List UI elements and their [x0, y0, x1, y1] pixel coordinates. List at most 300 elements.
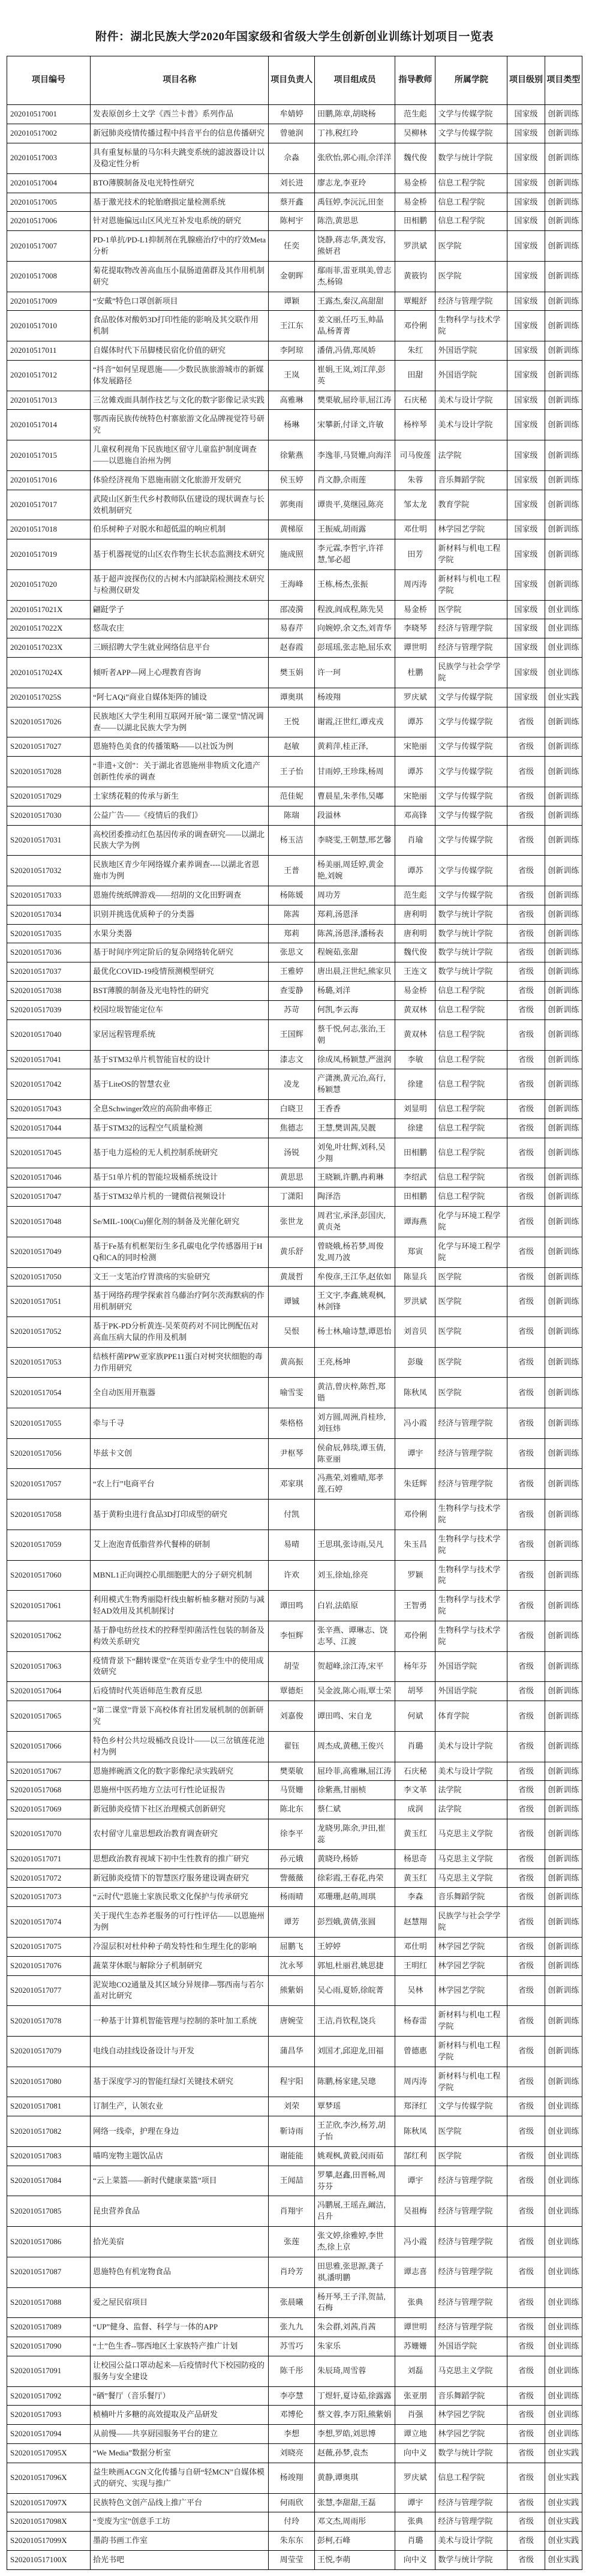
project-title: 喵呜宠物主题饮品店	[91, 2146, 269, 2166]
project-title: 民族地区大学生利用互联网开展“第二课堂”情况调查——以湖北民族大学为例	[91, 707, 269, 737]
project-members: 周杰成,黄穗,王俊兴	[315, 1731, 395, 1762]
project-college: 生物科学与技术学院	[435, 1560, 507, 1591]
project-advisor: 邓伶俐	[395, 311, 435, 341]
project-title: 墨韵书画工作室	[91, 2532, 269, 2551]
table-row	[7, 1651, 582, 1682]
project-level: 省级	[507, 1100, 545, 1119]
project-title: 文王一支笔治疗胃溃疡的实验研究	[91, 1267, 269, 1286]
project-title: 冷湿层积对杜仲种子萌发特性和生理生化的影响	[91, 1937, 269, 1956]
project-leader: 徐李平	[269, 1819, 315, 1850]
project-type: 创业训练	[545, 2386, 582, 2406]
project-members: 徐成凤,杨颖慧,严滋润	[315, 1050, 395, 1069]
project-leader: 樊栗敏	[269, 1762, 315, 1781]
project-code: S202010517050	[7, 1267, 91, 1286]
project-level: 省级	[507, 825, 545, 856]
project-code: S202010517066	[7, 1731, 91, 1762]
project-code: S202010517084	[7, 2166, 91, 2196]
project-advisor: 邓仕明	[395, 1937, 435, 1956]
project-code: 202010517012	[7, 360, 91, 391]
project-advisor: 罗洪斌	[395, 1286, 435, 1317]
project-code: S202010517034	[7, 905, 91, 924]
project-code: S202010517036	[7, 943, 91, 962]
project-members: 邓珊珊,赵萌,周琪	[315, 1888, 395, 1907]
project-advisor: 肖璐	[395, 2532, 435, 2551]
project-leader: 程宇阳	[269, 2067, 315, 2097]
project-members: 刘国才,邱迎龙,田福	[315, 2037, 395, 2067]
project-advisor: 杜鹏	[395, 658, 435, 688]
table-row	[7, 2512, 582, 2532]
project-advisor: 杨思奇	[395, 1849, 435, 1869]
project-advisor: 何斌	[395, 1701, 435, 1732]
project-advisor: 黄双林	[395, 1001, 435, 1020]
table-row	[7, 658, 582, 688]
project-advisor: 田相鹏	[395, 1138, 435, 1168]
table-row	[7, 212, 582, 231]
project-type: 创新训练	[545, 440, 582, 471]
project-type: 创新训练	[545, 1907, 582, 1938]
project-type: 创新训练	[545, 2037, 582, 2067]
table-row	[7, 1138, 582, 1168]
table-row	[7, 1237, 582, 1267]
project-members: 周君宝,承泽,彭国庆,黄贞尧	[315, 1207, 395, 1237]
project-level: 国家级	[507, 490, 545, 520]
project-title: 一种基于计算机智能管理与控制的茶叶加工系统	[91, 2006, 269, 2037]
project-type: 创新训练	[545, 569, 582, 600]
project-college: 信息工程学院	[435, 1187, 507, 1207]
project-title: 利用模式生物秀丽隐杆线虫解析柚多糖对预防与减轻AD效用及其机制探讨	[91, 1591, 269, 1621]
project-level: 国家级	[507, 143, 545, 173]
project-leader: 王海峰	[269, 569, 315, 600]
project-level: 省级	[507, 2287, 545, 2318]
project-title: “We Media”数据分析室	[91, 2444, 269, 2463]
project-code: 202010517011	[7, 341, 91, 361]
project-advisor: 罗颖	[395, 1560, 435, 1591]
project-leader: 邵凌漪	[269, 600, 315, 619]
project-code: S202010517099X	[7, 2532, 91, 2551]
project-code: S202010517038	[7, 982, 91, 1001]
project-leader: 黄思思	[269, 1168, 315, 1187]
project-college: 医学院	[435, 1347, 507, 1378]
project-level: 省级	[507, 737, 545, 757]
column-header-project-advisor: 指导教师	[395, 56, 435, 105]
project-type: 创新训练	[545, 1317, 582, 1348]
project-advisor: 谭苏	[395, 757, 435, 787]
project-title: 武陵山区新生代乡村教师队伍建设的现状调查与长效机制研究	[91, 490, 269, 520]
project-leader: 谭田鸣	[269, 1591, 315, 1621]
project-title: 自媒体时代下吊脚楼民宿化价值的研究	[91, 341, 269, 361]
table-header-row	[7, 56, 582, 105]
project-type: 创新训练	[545, 1187, 582, 1207]
project-type: 创业训练	[545, 2166, 582, 2196]
project-level: 省级	[507, 1438, 545, 1469]
project-members: 彭柯,石峰	[315, 2532, 395, 2551]
project-code: S202010517097X	[7, 2493, 91, 2512]
project-members	[315, 1500, 395, 1530]
project-leader: 何雨欣	[269, 2493, 315, 2512]
table-row	[7, 737, 582, 757]
project-title: 识别并挑选优质种子的分类器	[91, 905, 269, 924]
project-code: S202010517075	[7, 1937, 91, 1956]
project-type: 创新训练	[545, 1118, 582, 1138]
project-code: 202010517007	[7, 231, 91, 262]
project-college: 经济与管理学院	[435, 1438, 507, 1469]
project-title: 家居远程管理系统	[91, 1019, 269, 1050]
project-members: 杨开琴,王子洋,贺喆,石梅	[315, 2287, 395, 2318]
project-advisor: 邓高锋	[395, 806, 435, 825]
project-level: 省级	[507, 1267, 545, 1286]
project-members: 彭烈娥,黄倩,张圆	[315, 1907, 395, 1938]
table-row	[7, 787, 582, 806]
project-type: 创业实践	[545, 2512, 582, 2532]
table-row	[7, 2493, 582, 2512]
project-leader: 李恒辉	[269, 1621, 315, 1651]
project-college: 外国语学院	[435, 2337, 507, 2356]
project-title: 翩跹学子	[91, 600, 269, 619]
project-title: 新冠肺炎疫情下的智慧医疗服务建设调查研究	[91, 1869, 269, 1888]
project-advisor: 田相鹏	[395, 1187, 435, 1207]
project-level: 省级	[507, 1500, 545, 1530]
project-level: 省级	[507, 1800, 545, 1819]
project-leader: 陈北东	[269, 1800, 315, 1819]
project-code: S202010517045	[7, 1138, 91, 1168]
table-row	[7, 311, 582, 341]
project-members: 王栋,杨杰,张振	[315, 569, 395, 600]
project-code: S202010517077	[7, 1975, 91, 2006]
table-row	[7, 2166, 582, 2196]
project-college: 信息工程学院	[435, 982, 507, 1001]
project-college: 音乐舞蹈学院	[435, 1888, 507, 1907]
project-college: 文学与传媒学院	[435, 856, 507, 886]
project-members: 张欣怡,郭心雨,佘洋洋	[315, 143, 395, 173]
project-code: S202010517096X	[7, 2463, 91, 2493]
project-level: 国家级	[507, 410, 545, 440]
project-title: “安戴”特色口罩创新项目	[91, 292, 269, 311]
project-college: 医学院	[435, 1378, 507, 1408]
project-type: 创业训练	[545, 600, 582, 619]
project-code: S202010517094	[7, 2425, 91, 2444]
project-college: 外国语学院	[435, 341, 507, 361]
project-college: 信息工程学院	[435, 173, 507, 193]
project-college: 信息工程学院	[435, 2463, 507, 2493]
project-level: 省级	[507, 1050, 545, 1069]
project-advisor: 朱廷辉	[395, 1469, 435, 1500]
table-row	[7, 231, 582, 262]
project-leader: 柴格格	[269, 1408, 315, 1439]
project-college: 新材料与机电工程学院	[435, 569, 507, 600]
project-college: 数学与统计学院	[435, 143, 507, 173]
project-code: S202010517092	[7, 2386, 91, 2406]
project-members: 田鹏,陈章,胡晓杨	[315, 105, 395, 124]
project-advisor: 朱玉昌	[395, 1530, 435, 1560]
table-row	[7, 2406, 582, 2425]
project-college: 经济与管理学院	[435, 2227, 507, 2257]
project-advisor: 曾德惠	[395, 2037, 435, 2067]
project-level: 国家级	[507, 105, 545, 124]
project-code: S202010517069	[7, 1800, 91, 1819]
project-type: 创业训练	[545, 2196, 582, 2227]
table-row	[7, 1168, 582, 1187]
table-row	[7, 1286, 582, 1317]
project-type: 创新训练	[545, 212, 582, 231]
project-leader: 张莲	[269, 2227, 315, 2257]
project-code: S202010517037	[7, 962, 91, 982]
project-level: 国家级	[507, 311, 545, 341]
project-type: 创新训练	[545, 943, 582, 962]
project-level: 国家级	[507, 341, 545, 361]
project-title: 基于深度学习的智能红绿灯关键技术研究	[91, 2067, 269, 2097]
project-members: 杨璐,刘洋	[315, 982, 395, 1001]
project-members: 王文宇,李鑫,姚观枫,林剑锋	[315, 1286, 395, 1317]
table-row	[7, 943, 582, 962]
project-leader: 漆志文	[269, 1050, 315, 1069]
project-code: 202010517022X	[7, 619, 91, 638]
project-title: 倾听者APP—网上心理教育咨询	[91, 658, 269, 688]
column-header-project-title: 项目名称	[91, 56, 269, 105]
table-row	[7, 360, 582, 391]
project-members: 刘玉,徐灿,徐亮	[315, 1560, 395, 1591]
project-members: 屈玲菲,高雅琳,屈江涛	[315, 1762, 395, 1781]
project-type: 创新训练	[545, 1560, 582, 1591]
project-type: 创业训练	[545, 2146, 582, 2166]
project-title: 结核杆菌PPW亚家族PPE11蛋白对树突状细胞的毒力作用研究	[91, 1347, 269, 1378]
project-leader: 邓家琪	[269, 1469, 315, 1500]
project-type: 创新训练	[545, 737, 582, 757]
project-college: 美术与设计学院	[435, 1731, 507, 1762]
project-level: 省级	[507, 1001, 545, 1020]
project-type: 创新训练	[545, 1530, 582, 1560]
project-type: 创新训练	[545, 1937, 582, 1956]
project-college: 体育学院	[435, 1701, 507, 1732]
project-members: 郑莉,汤恩泽	[315, 905, 395, 924]
project-members: 何凯,李云海	[315, 1001, 395, 1020]
table-row	[7, 1118, 582, 1138]
project-title: 基于STM32单片机智能盲杖的设计	[91, 1050, 269, 1069]
table-row	[7, 1591, 582, 1621]
table-row	[7, 569, 582, 600]
project-college: 法学院	[435, 440, 507, 471]
project-code: S202010517058	[7, 1500, 91, 1530]
project-type: 创新训练	[545, 261, 582, 292]
project-code: S202010517063	[7, 1651, 91, 1682]
project-type: 创业训练	[545, 2287, 582, 2318]
project-members: 谭田鸣、宋自龙	[315, 1701, 395, 1732]
project-leader: 郭奥雨	[269, 490, 315, 520]
project-code: S202010517100X	[7, 2551, 91, 2570]
table-row	[7, 806, 582, 825]
project-type: 创业训练	[545, 2116, 582, 2147]
project-title: 校园垃圾智能定位车	[91, 1001, 269, 1020]
project-college: 林学园艺学院	[435, 2425, 507, 2444]
table-row	[7, 856, 582, 886]
project-title: 新冠肺炎疫情传播过程中抖音平台的信息传播研究	[91, 124, 269, 143]
project-code: S202010517027	[7, 737, 91, 757]
project-type: 创业训练	[545, 2227, 582, 2257]
table-row	[7, 1762, 582, 1781]
table-row	[7, 1317, 582, 1348]
project-code: S202010517070	[7, 1819, 91, 1850]
project-code: 202010517025S	[7, 688, 91, 707]
project-college: 马克思主义学院	[435, 1849, 507, 1869]
project-members: 王芷欣,李沙,杨芳,胡子怡	[315, 2116, 395, 2147]
project-leader: 施成照	[269, 539, 315, 570]
project-type: 创新训练	[545, 924, 582, 943]
project-advisor: 朱蓉	[395, 470, 435, 490]
project-type: 创新训练	[545, 1001, 582, 1020]
project-leader: 郑莉	[269, 924, 315, 943]
project-type: 创业训练	[545, 2425, 582, 2444]
project-advisor: 刘磊	[395, 2356, 435, 2386]
table-row	[7, 2116, 582, 2147]
project-type: 创新训练	[545, 124, 582, 143]
table-row	[7, 1975, 582, 2006]
project-members: 黄晓玲,杨娇	[315, 1849, 395, 1869]
project-level: 国家级	[507, 391, 545, 410]
project-college: 民族学与社会学学院	[435, 1907, 507, 1938]
project-title: 全息Schwinger效应的高阶曲率修正	[91, 1100, 269, 1119]
project-code: S202010517076	[7, 1956, 91, 1975]
project-college: 教育学院	[435, 490, 507, 520]
project-level: 国家级	[507, 658, 545, 688]
table-row	[7, 1869, 582, 1888]
project-college: 林学园艺学院	[435, 520, 507, 539]
project-members: 姚观枫,黄毅,闵雨茹	[315, 2146, 395, 2166]
project-college: 信息工程学院	[435, 1069, 507, 1100]
project-type: 创新训练	[545, 905, 582, 924]
project-college: 医学院	[435, 261, 507, 292]
project-advisor: 易金桥	[395, 173, 435, 193]
project-advisor: 周丙涛	[395, 569, 435, 600]
project-level: 省级	[507, 962, 545, 982]
project-title: 农村留守儿童思想政治教育调查研究	[91, 1819, 269, 1850]
project-members: 曹晨星,朱孝伟,吴嘟	[315, 787, 395, 806]
project-type: 创新训练	[545, 806, 582, 825]
project-leader: 覃德炬	[269, 1682, 315, 1701]
project-leader: 王岚	[269, 360, 315, 391]
project-advisor: 易金桥	[395, 982, 435, 1001]
project-advisor: 杨年芬	[395, 1651, 435, 1682]
project-level: 国家级	[507, 638, 545, 658]
table-row	[7, 2146, 582, 2166]
table-row	[7, 1187, 582, 1207]
project-members: 李晓雯,王朝慧,邢艺馨	[315, 825, 395, 856]
project-members: 吴金波,陈心雨,覃士荣	[315, 1682, 395, 1701]
project-code: 202010517005	[7, 193, 91, 212]
table-row	[7, 2037, 582, 2067]
project-college: 经济与管理学院	[435, 2196, 507, 2227]
project-advisor: 张典	[395, 2287, 435, 2318]
project-level: 省级	[507, 707, 545, 737]
project-members: 王露杰,秦汉,高甜甜	[315, 292, 395, 311]
project-table	[7, 56, 582, 2570]
project-college: 文学与传媒学院	[435, 886, 507, 905]
project-type: 创业实践	[545, 2532, 582, 2551]
project-code: S202010517088	[7, 2287, 91, 2318]
project-advisor: 肖瑜	[395, 825, 435, 856]
project-leader: 熊紫娟	[269, 1975, 315, 2006]
project-members: 杨美丽,周廷婷,黄金艳,刘婉	[315, 856, 395, 886]
project-code: 202010517010	[7, 311, 91, 341]
project-code: S202010517046	[7, 1168, 91, 1187]
project-title: 恩施州中医药地方立法可行性论证报告	[91, 1781, 269, 1800]
project-type: 创新训练	[545, 1408, 582, 1439]
project-level: 省级	[507, 886, 545, 905]
table-row	[7, 2386, 582, 2406]
table-row	[7, 1956, 582, 1975]
project-leader: 张九九	[269, 2318, 315, 2337]
project-leader: 任奕	[269, 231, 315, 262]
project-members: 曾晓娥,杨若梦,周俊发,周乃波	[315, 1237, 395, 1267]
project-type: 创新训练	[545, 231, 582, 262]
table-row	[7, 707, 582, 737]
project-advisor: 魏代俊	[395, 143, 435, 173]
project-code: S202010517060	[7, 1560, 91, 1591]
project-code: S202010517061	[7, 1591, 91, 1621]
project-code: S202010517071	[7, 1849, 91, 1869]
project-leader: 徐紫燕	[269, 440, 315, 471]
project-code: S202010517041	[7, 1050, 91, 1069]
project-title: 发表原创乡土文学《西兰卡普》系列作品	[91, 105, 269, 124]
project-leader: 吴恨	[269, 1317, 315, 1348]
project-leader: 尹枢琴	[269, 1438, 315, 1469]
project-college: 林学园艺学院	[435, 1975, 507, 2006]
project-advisor: 覃鲲舒	[395, 292, 435, 311]
project-code: S202010517093	[7, 2406, 91, 2425]
table-row	[7, 962, 582, 982]
project-advisor: 赵慧翔	[395, 1907, 435, 1938]
project-code: S202010517080	[7, 2067, 91, 2097]
project-type: 创业训练	[545, 2356, 582, 2386]
project-type: 创业训练	[545, 2406, 582, 2425]
project-code: S202010517095X	[7, 2444, 91, 2463]
project-level: 省级	[507, 2493, 545, 2512]
project-level: 省级	[507, 1408, 545, 1439]
project-advisor: 王智勇	[395, 1591, 435, 1621]
project-leader: 汤锐	[269, 1138, 315, 1168]
project-members: 饶静,蒋志华,龚发容,熊妍君	[315, 231, 395, 262]
project-advisor: 肖强	[395, 2406, 435, 2425]
project-type: 创新训练	[545, 1438, 582, 1469]
project-advisor: 郑寅	[395, 1237, 435, 1267]
project-college: 法学院	[435, 1800, 507, 1819]
project-college: 文学与传媒学院	[435, 787, 507, 806]
project-code: S202010517042	[7, 1069, 91, 1100]
project-title: 伯乐树种子对脱水和超低温的响应机制	[91, 520, 269, 539]
project-leader: 靳诗雨	[269, 2116, 315, 2147]
project-type: 创新训练	[545, 2067, 582, 2097]
project-type: 创新训练	[545, 2006, 582, 2037]
column-header-project-code: 项目编号	[7, 56, 91, 105]
project-level: 省级	[507, 1560, 545, 1591]
project-leader: 张世龙	[269, 1207, 315, 1237]
project-members: 潘倩,冯倩,郑凤娇	[315, 341, 395, 361]
table-row	[7, 905, 582, 924]
project-advisor: 黄筱钧	[395, 261, 435, 292]
project-advisor: 徐建	[395, 1069, 435, 1100]
project-code: S202010517040	[7, 1019, 91, 1050]
project-code: S202010517079	[7, 2037, 91, 2067]
project-code: S202010517032	[7, 856, 91, 886]
table-row	[7, 292, 582, 311]
table-row	[7, 2532, 582, 2551]
project-members: 程波,阎成程,陈先昊	[315, 600, 395, 619]
project-members: 邓文杰,周雨彤	[315, 2512, 395, 2532]
project-college: 生物科学与技术学院	[435, 311, 507, 341]
project-advisor: 田相鹏	[395, 212, 435, 231]
project-advisor: 胡琴	[395, 1682, 435, 1701]
project-college: 经济与管理学院	[435, 2493, 507, 2512]
project-title: 基于STM32的远程空气质量检测	[91, 1118, 269, 1138]
project-code: S202010517055	[7, 1408, 91, 1439]
